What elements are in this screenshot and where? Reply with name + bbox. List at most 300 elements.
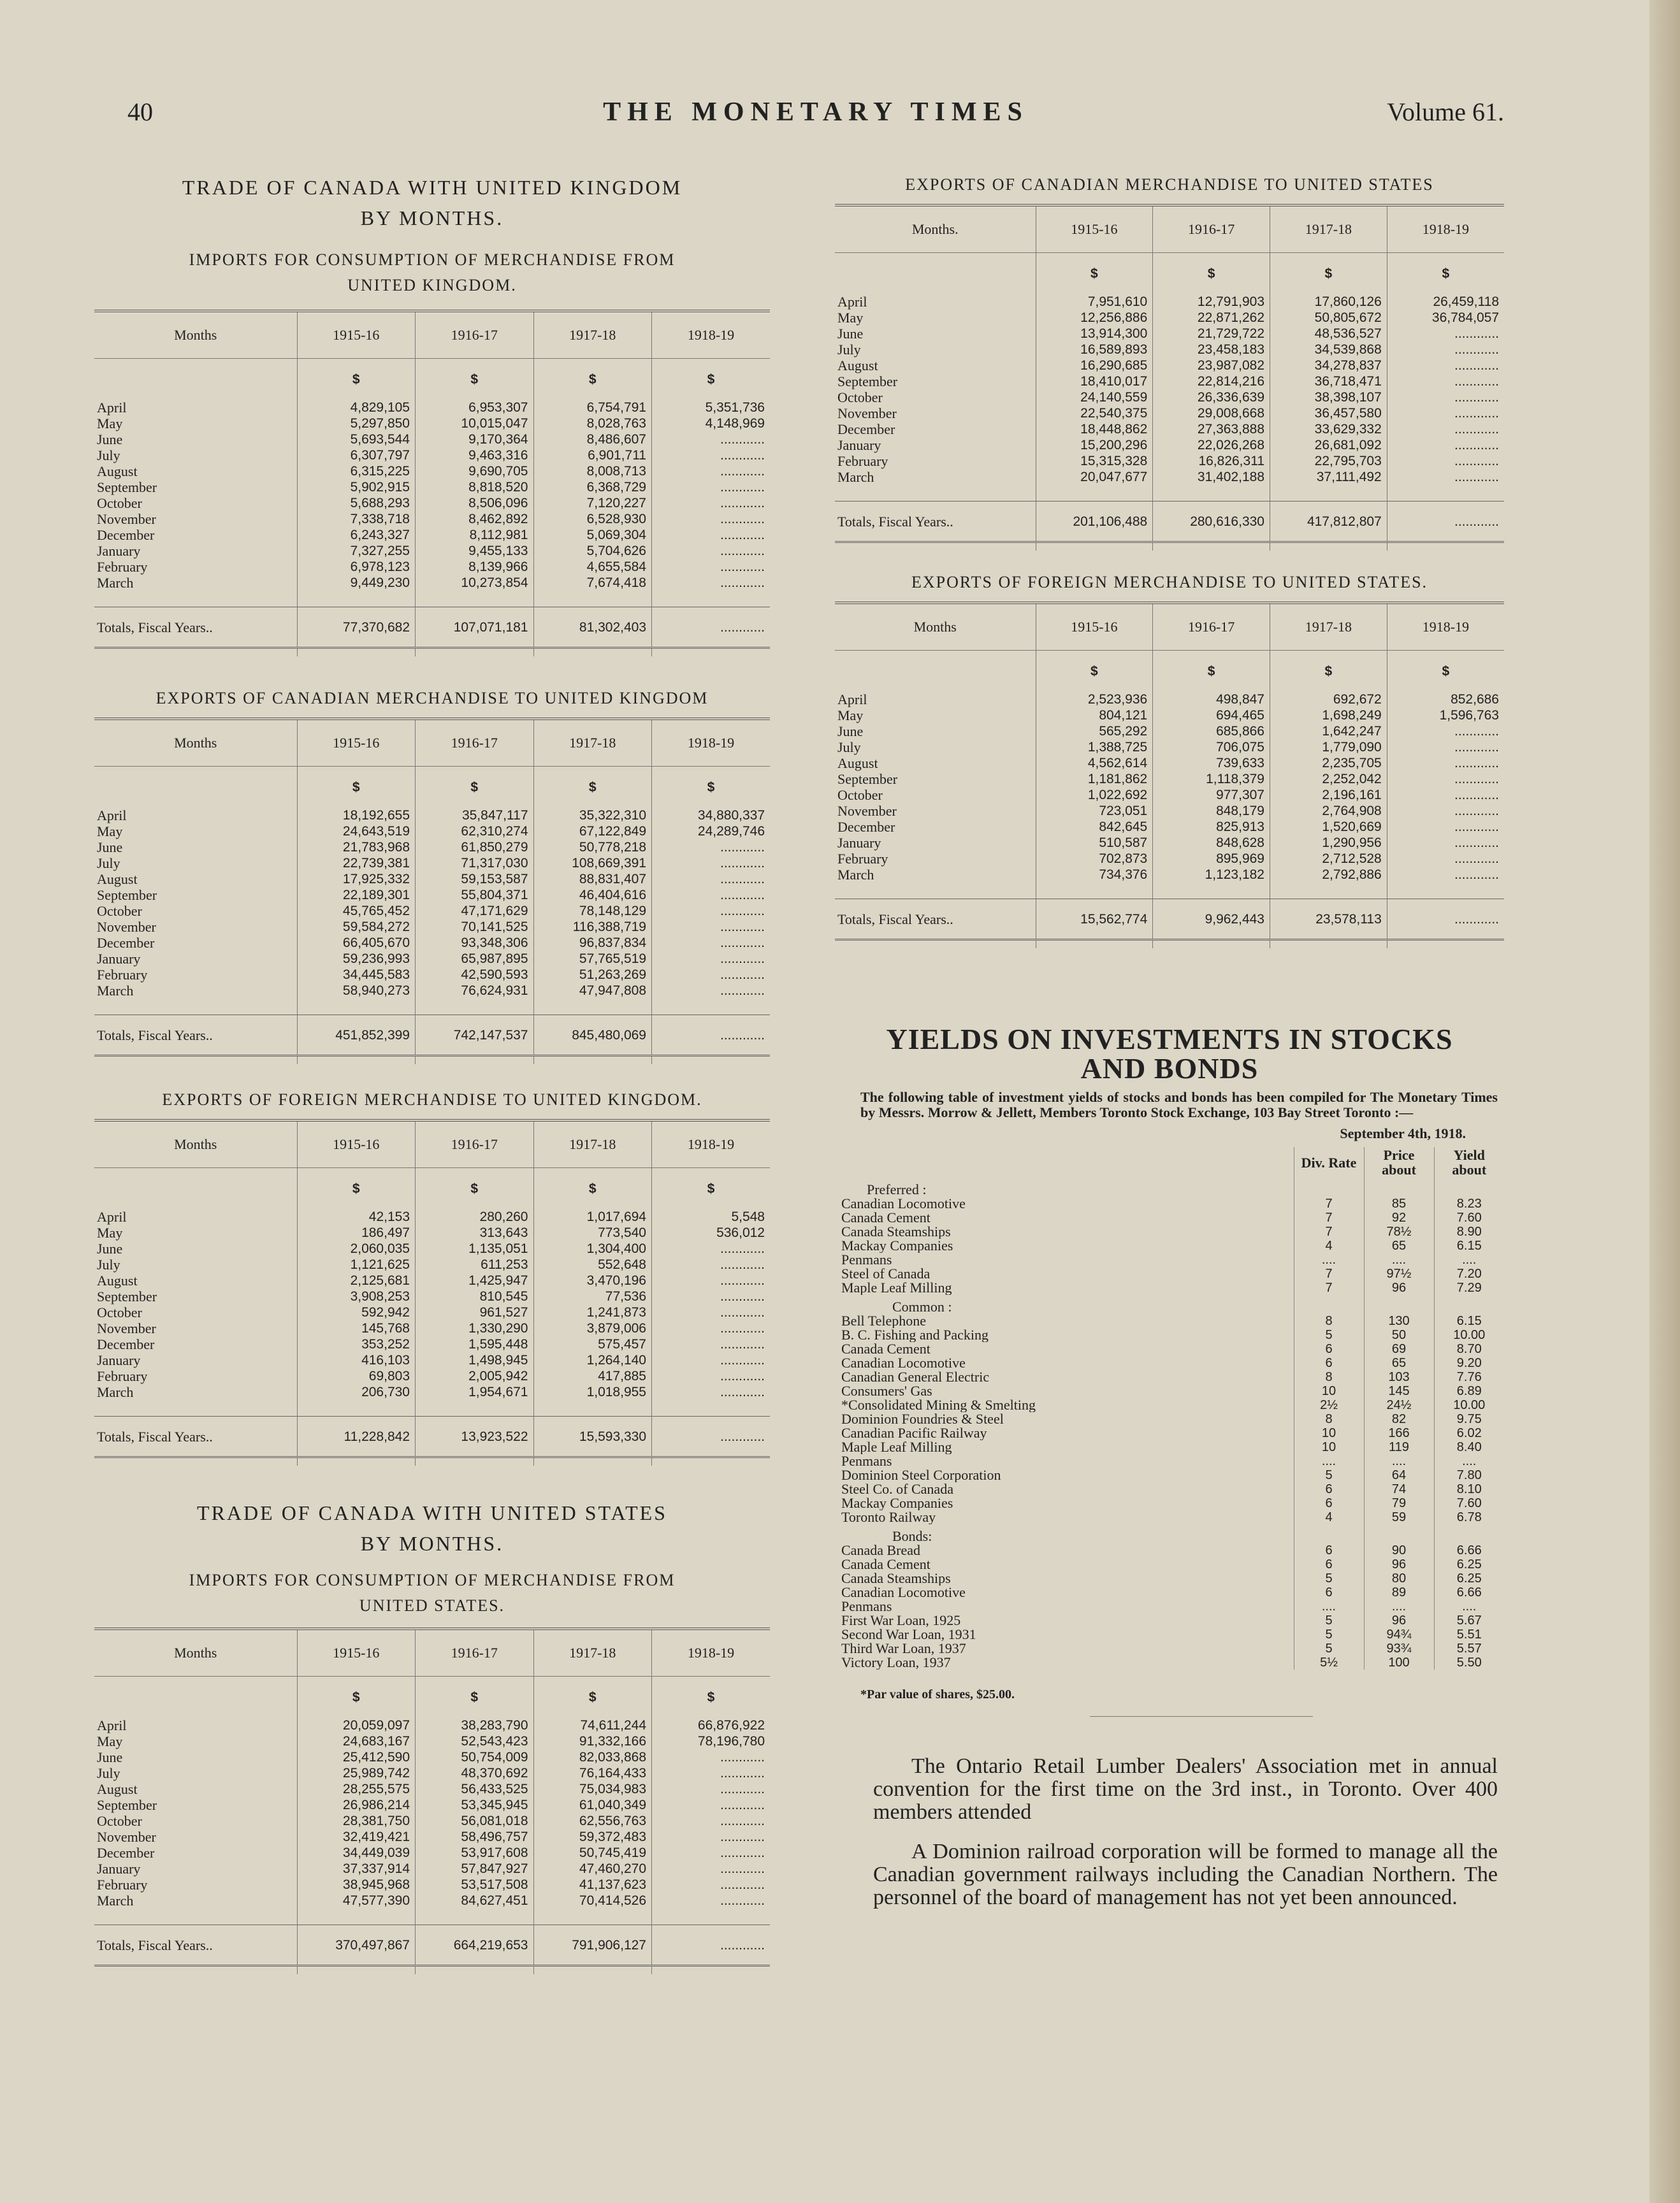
totals-cell: 9,962,443 [1153, 899, 1270, 940]
table-cell: ............ [652, 1797, 771, 1813]
month-label: January [97, 543, 141, 559]
month-label: January [837, 835, 881, 851]
table-cell: 1,425,947 [416, 1273, 534, 1289]
yields-cell: 80 [1364, 1571, 1434, 1585]
totals-cell: ............ [652, 607, 771, 648]
security-name: Penmans [841, 1454, 892, 1468]
yields-cell: 7.20 [1434, 1267, 1504, 1281]
table-cell: 36,784,057 [1387, 310, 1504, 326]
table-row [94, 839, 770, 855]
table-cell: 75,034,983 [533, 1781, 652, 1797]
yields-cell: 5 [1294, 1628, 1364, 1642]
yields-cell: 7.29 [1434, 1281, 1504, 1295]
table-cell: 61,040,349 [533, 1797, 652, 1813]
table-cell: 16,290,685 [1036, 358, 1153, 373]
table-cell: 27,363,888 [1153, 421, 1270, 437]
table-row [94, 511, 770, 527]
security-name: Canada Cement [841, 1557, 931, 1571]
yields-row [835, 1370, 1504, 1384]
table-cell: 93,348,306 [416, 935, 534, 951]
month-label: February [837, 851, 888, 867]
table-cell: 82,033,868 [533, 1749, 652, 1765]
news-paragraph-lumber: The Ontario Retail Lumber Dealers' Association met in annual convention for the first time on the 3rd inst., in Toronto. Over 400 members attended [873, 1754, 1498, 1824]
spacer-cell [297, 591, 416, 607]
rule-cell [1036, 940, 1153, 949]
table-cell: 32,419,421 [297, 1829, 416, 1845]
totals-row [94, 1417, 770, 1457]
table-cell: 69,803 [297, 1368, 416, 1384]
table-cell: 47,171,629 [416, 903, 534, 919]
table-row [94, 919, 770, 935]
table-cell: 4,655,584 [533, 559, 652, 575]
month-label: July [97, 447, 120, 463]
column-header: 1915-16 [1036, 205, 1153, 253]
table-cell: ............ [652, 1289, 771, 1304]
table-row [835, 469, 1504, 485]
column-header: 1918-19 [652, 719, 771, 767]
table-cell: 25,989,742 [297, 1765, 416, 1781]
table-row [94, 495, 770, 511]
table-cell: 1,330,290 [416, 1320, 534, 1336]
yields-cell-blank [1294, 1295, 1364, 1314]
table-cell: 10,273,854 [416, 575, 534, 591]
totals-cell: 845,480,069 [533, 1015, 652, 1056]
yields-row [835, 1656, 1504, 1670]
rule-cell [297, 1966, 416, 1975]
month-label: December [837, 819, 895, 835]
table-cell: 13,914,300 [1036, 326, 1153, 342]
table-cell: 5,548 [652, 1209, 771, 1225]
totals-cell: ............ [652, 1015, 771, 1056]
month-label: February [97, 967, 148, 983]
table-cell: 498,847 [1153, 691, 1270, 707]
currency-row [94, 359, 770, 400]
yields-row [835, 1314, 1504, 1328]
table-cell: ............ [1387, 803, 1504, 819]
table-cell: 71,317,030 [416, 855, 534, 871]
totals-cell: 15,562,774 [1036, 899, 1153, 940]
month-label: February [97, 1368, 148, 1384]
spacer-cell [416, 1909, 534, 1925]
rule-cell [416, 1056, 534, 1065]
table-cell: 24,140,559 [1036, 389, 1153, 405]
column-header: 1916-17 [416, 719, 534, 767]
table-cell: 66,405,670 [297, 935, 416, 951]
table-cell: 28,381,750 [297, 1813, 416, 1829]
table-cell: 18,448,862 [1036, 421, 1153, 437]
security-name: B. C. Fishing and Packing [841, 1328, 989, 1342]
table-cell: ............ [1387, 771, 1504, 787]
table-title-uk-canadian-exports: EXPORTS OF CANADIAN MERCHANDISE TO UNITED KINGDOM [156, 689, 709, 707]
table-row [94, 1797, 770, 1813]
currency-symbol: $ [652, 1168, 771, 1210]
currency-symbol: $ [1270, 253, 1387, 294]
column-header: 1918-19 [652, 311, 771, 359]
table-cell: 12,256,886 [1036, 310, 1153, 326]
yields-cell-blank [1364, 1178, 1434, 1197]
security-name: Canada Steamships [841, 1571, 951, 1585]
yields-header-row [835, 1147, 1504, 1178]
table-cell: 37,111,492 [1270, 469, 1387, 485]
currency-cell [94, 1677, 297, 1718]
table-cell: 108,669,391 [533, 855, 652, 871]
table-cell: 58,496,757 [416, 1829, 534, 1845]
spacer-cell [1270, 883, 1387, 899]
yields-cell: 4 [1294, 1510, 1364, 1524]
table-row [94, 1225, 770, 1241]
yields-section-label: Preferred : [867, 1181, 927, 1197]
yields-cell: 10 [1294, 1440, 1364, 1454]
table-cell: 34,278,837 [1270, 358, 1387, 373]
currency-symbol: $ [1153, 253, 1270, 294]
yields-cell: 6 [1294, 1543, 1364, 1557]
table-row [835, 437, 1504, 453]
table-row [94, 1209, 770, 1225]
spacer-cell [533, 999, 652, 1015]
yields-column-header: Yield about [1434, 1147, 1504, 1178]
table-row [94, 543, 770, 559]
table-cell: ............ [652, 431, 771, 447]
currency-symbol: $ [297, 1168, 416, 1210]
table-cell: 77,536 [533, 1289, 652, 1304]
currency-row [835, 253, 1504, 294]
table-cell: 53,345,945 [416, 1797, 534, 1813]
spacer-cell [416, 999, 534, 1015]
security-name: Mackay Companies [841, 1496, 953, 1510]
column-header: 1917-18 [533, 1120, 652, 1168]
rule-cell [94, 1457, 297, 1466]
table-row [835, 739, 1504, 755]
yields-cell: 78½ [1364, 1225, 1434, 1239]
rule-cell [533, 648, 652, 657]
rule-cell [533, 1457, 652, 1466]
currency-symbol: $ [533, 1168, 652, 1210]
table-row [835, 453, 1504, 469]
totals-cell: 11,228,842 [297, 1417, 416, 1457]
yields-cell: 8.40 [1434, 1440, 1504, 1454]
month-label: January [837, 437, 881, 453]
rule-cell [416, 1966, 534, 1975]
table-cell: 1,181,862 [1036, 771, 1153, 787]
table-cell: 7,951,610 [1036, 294, 1153, 310]
column-header: 1917-18 [533, 1629, 652, 1677]
totals-row [94, 1015, 770, 1056]
column-header: Months [94, 1629, 297, 1677]
yields-cell: 6.66 [1434, 1543, 1504, 1557]
yields-cell: 166 [1364, 1426, 1434, 1440]
yields-cell: 103 [1364, 1370, 1434, 1384]
table-row [94, 1320, 770, 1336]
rule-cell [94, 1056, 297, 1065]
spacer-row [94, 1400, 770, 1417]
currency-cell [835, 253, 1036, 294]
table-cell: 55,804,371 [416, 887, 534, 903]
section-heading-us: TRADE OF CANADA WITH UNITED STATES [197, 1501, 667, 1524]
table-title-us-imports: IMPORTS FOR CONSUMPTION OF MERCHANDISE FROM [189, 1571, 676, 1589]
yields-cell-blank [1434, 1178, 1504, 1197]
table-cell: 3,470,196 [533, 1273, 652, 1289]
table-cell: ............ [652, 983, 771, 999]
table-row [94, 1781, 770, 1797]
spacer-cell [297, 1909, 416, 1925]
yields-row [835, 1356, 1504, 1370]
table-row [835, 421, 1504, 437]
table-cell: 48,536,527 [1270, 326, 1387, 342]
table-cell: ............ [1387, 787, 1504, 803]
table-cell: 48,370,692 [416, 1765, 534, 1781]
table-cell: 1,642,247 [1270, 723, 1387, 739]
month-label: September [97, 1289, 157, 1304]
table-cell: 34,880,337 [652, 807, 771, 823]
month-label: September [837, 373, 898, 389]
table-cell: 7,120,227 [533, 495, 652, 511]
table-cell: ............ [652, 527, 771, 543]
yields-cell: 64 [1364, 1468, 1434, 1482]
table-cell: 852,686 [1387, 691, 1504, 707]
yields-row [835, 1600, 1504, 1614]
table-cell: 65,987,895 [416, 951, 534, 967]
totals-label: Totals, Fiscal Years.. [835, 899, 1036, 940]
page-header [127, 97, 1504, 135]
month-label: April [837, 691, 867, 707]
currency-cell [94, 1168, 297, 1210]
yields-cell: 94¾ [1364, 1628, 1434, 1642]
security-name: Bell Telephone [841, 1314, 927, 1328]
yields-cell: 79 [1364, 1496, 1434, 1510]
table-cell: 59,584,272 [297, 919, 416, 935]
security-name: Mackay Companies [841, 1239, 953, 1253]
month-label: July [97, 855, 120, 871]
table-row [94, 1352, 770, 1368]
table-cell: 24,643,519 [297, 823, 416, 839]
spacer-cell [94, 591, 297, 607]
table-cell: 23,987,082 [1153, 358, 1270, 373]
yields-cell: 65 [1364, 1239, 1434, 1253]
month-label: April [837, 294, 867, 310]
table-row [94, 479, 770, 495]
table-cell: 1,388,725 [1036, 739, 1153, 755]
table-cell: 552,648 [533, 1257, 652, 1273]
table-cell: 206,730 [297, 1384, 416, 1400]
table-cell: 52,543,423 [416, 1733, 534, 1749]
table-cell: ............ [1387, 405, 1504, 421]
table-cell: 1,017,694 [533, 1209, 652, 1225]
security-name: Penmans [841, 1600, 892, 1614]
spacer-cell [652, 1400, 771, 1417]
table-cell: 46,404,616 [533, 887, 652, 903]
column-header: Months [835, 603, 1036, 651]
column-header: Months [94, 1120, 297, 1168]
table-cell: ............ [652, 1829, 771, 1845]
table-cell: 23,458,183 [1153, 342, 1270, 358]
month-label: September [837, 771, 898, 787]
security-name: Second War Loan, 1931 [841, 1628, 976, 1642]
currency-cell [835, 651, 1036, 692]
table-cell: 6,368,729 [533, 479, 652, 495]
table-cell: ............ [652, 951, 771, 967]
table-cell: ............ [652, 559, 771, 575]
table-cell: 15,200,296 [1036, 437, 1153, 453]
yields-cell: 7 [1294, 1281, 1364, 1295]
totals-cell: 280,616,330 [1153, 502, 1270, 542]
table-cell: 53,517,508 [416, 1877, 534, 1893]
page-spine [1649, 0, 1680, 2203]
table-cell: 692,672 [1270, 691, 1387, 707]
table-cell: 6,953,307 [416, 400, 534, 415]
table-cell: 17,860,126 [1270, 294, 1387, 310]
table-cell: ............ [652, 1781, 771, 1797]
right-column [835, 172, 1504, 1909]
month-label: March [837, 469, 874, 485]
table-cell: 1,022,692 [1036, 787, 1153, 803]
security-name: Canada Bread [841, 1543, 920, 1557]
table-cell: 848,628 [1153, 835, 1270, 851]
yields-row [835, 1482, 1504, 1496]
table-cell: 24,683,167 [297, 1733, 416, 1749]
yields-cell-blank [1434, 1295, 1504, 1314]
table-cell: 6,307,797 [297, 447, 416, 463]
table-cell: 53,917,608 [416, 1845, 534, 1861]
table-cell: 2,792,886 [1270, 867, 1387, 883]
yields-cell: 82 [1364, 1412, 1434, 1426]
table-cell: 5,351,736 [652, 400, 771, 415]
month-label: September [97, 479, 157, 495]
spacer-cell [652, 591, 771, 607]
yields-section-label: Bonds: [892, 1528, 932, 1543]
table-row [94, 400, 770, 415]
table-cell: 8,818,520 [416, 479, 534, 495]
rule-cell [1270, 940, 1387, 949]
security-name: Consumers' Gas [841, 1384, 932, 1398]
month-label: August [97, 1273, 138, 1289]
table-cell: 62,556,763 [533, 1813, 652, 1829]
table-cell: 4,148,969 [652, 415, 771, 431]
table-row [835, 755, 1504, 771]
totals-cell: ............ [652, 1417, 771, 1457]
yields-row [835, 1543, 1504, 1557]
table-cell: ............ [1387, 358, 1504, 373]
month-label: August [837, 358, 878, 373]
table-bottom-rule [94, 1056, 770, 1065]
table-cell: 6,243,327 [297, 527, 416, 543]
table-cell: 17,925,332 [297, 871, 416, 887]
column-header: 1915-16 [297, 311, 416, 359]
currency-symbol: $ [533, 359, 652, 400]
yields-cell: 90 [1364, 1543, 1434, 1557]
yields-cell: 93¾ [1364, 1642, 1434, 1656]
table-row [94, 983, 770, 999]
spacer-row [835, 883, 1504, 899]
column-header: Months [94, 719, 297, 767]
table-cell: ............ [1387, 723, 1504, 739]
month-label: June [97, 431, 123, 447]
table-cell: ............ [652, 1273, 771, 1289]
rule-cell [1387, 940, 1504, 949]
table-cell: 1,018,955 [533, 1384, 652, 1400]
table-cell: 31,402,188 [1153, 469, 1270, 485]
spacer-row [94, 591, 770, 607]
table-cell: 70,414,526 [533, 1893, 652, 1909]
month-label: December [97, 935, 155, 951]
yields-row [835, 1454, 1504, 1468]
security-name: Canadian Locomotive [841, 1585, 966, 1600]
yields-cell: 6.02 [1434, 1426, 1504, 1440]
table-row [94, 575, 770, 591]
yields-section-row [835, 1295, 1504, 1314]
yields-cell: 6 [1294, 1482, 1364, 1496]
table-cell: 694,465 [1153, 707, 1270, 723]
table-cell: ............ [652, 1336, 771, 1352]
currency-symbol: $ [416, 359, 534, 400]
month-label: May [97, 1225, 123, 1241]
table-cell: ............ [652, 855, 771, 871]
table-cell: 810,545 [416, 1289, 534, 1304]
table-cell: 5,704,626 [533, 543, 652, 559]
yields-cell: 69 [1364, 1342, 1434, 1356]
table-cell: 12,791,903 [1153, 294, 1270, 310]
rule-cell [533, 1966, 652, 1975]
table-row [835, 787, 1504, 803]
table-bottom-rule [94, 648, 770, 657]
yields-cell: 5 [1294, 1328, 1364, 1342]
table-cell: 1,698,249 [1270, 707, 1387, 723]
security-name: Third War Loan, 1937 [841, 1642, 966, 1656]
table-cell: ............ [652, 1257, 771, 1273]
table-row [835, 310, 1504, 326]
table-cell: 88,831,407 [533, 871, 652, 887]
security-name: First War Loan, 1925 [841, 1614, 961, 1628]
yields-cell: 5 [1294, 1468, 1364, 1482]
month-label: December [97, 527, 155, 543]
yields-cell: 6.25 [1434, 1571, 1504, 1585]
table-cell: 5,688,293 [297, 495, 416, 511]
table-cell: ............ [1387, 469, 1504, 485]
table-cell: ............ [652, 1877, 771, 1893]
yields-row [835, 1197, 1504, 1211]
totals-cell: 15,593,330 [533, 1417, 652, 1457]
table-cell: 61,850,279 [416, 839, 534, 855]
yields-cell: 7.76 [1434, 1370, 1504, 1384]
rule-cell [1387, 542, 1504, 551]
security-name: Maple Leaf Milling [841, 1281, 952, 1295]
yields-cell: 6 [1294, 1342, 1364, 1356]
security-name: Maple Leaf Milling [841, 1440, 952, 1454]
yields-title-line2: AND BONDS [1080, 1052, 1259, 1085]
month-label: October [97, 903, 142, 919]
table-cell: 1,595,448 [416, 1336, 534, 1352]
spacer-cell [297, 1400, 416, 1417]
table-cell: 1,121,625 [297, 1257, 416, 1273]
table-row [94, 1241, 770, 1257]
currency-symbol: $ [1036, 651, 1153, 692]
security-name: Canada Cement [841, 1211, 931, 1225]
table-cell: 280,260 [416, 1209, 534, 1225]
yields-row [835, 1342, 1504, 1356]
table-cell: ............ [1387, 453, 1504, 469]
table-cell: 6,315,225 [297, 463, 416, 479]
yields-cell: 5.57 [1434, 1642, 1504, 1656]
table-cell: 4,829,105 [297, 400, 416, 415]
yields-row [835, 1426, 1504, 1440]
table-cell: 2,252,042 [1270, 771, 1387, 787]
yields-cell: 8.70 [1434, 1342, 1504, 1356]
spacer-cell [297, 999, 416, 1015]
table-cell: 57,765,519 [533, 951, 652, 967]
rule-cell [297, 648, 416, 657]
table-cell: 67,122,849 [533, 823, 652, 839]
table-cell: 3,908,253 [297, 1289, 416, 1304]
spacer-cell [94, 999, 297, 1015]
